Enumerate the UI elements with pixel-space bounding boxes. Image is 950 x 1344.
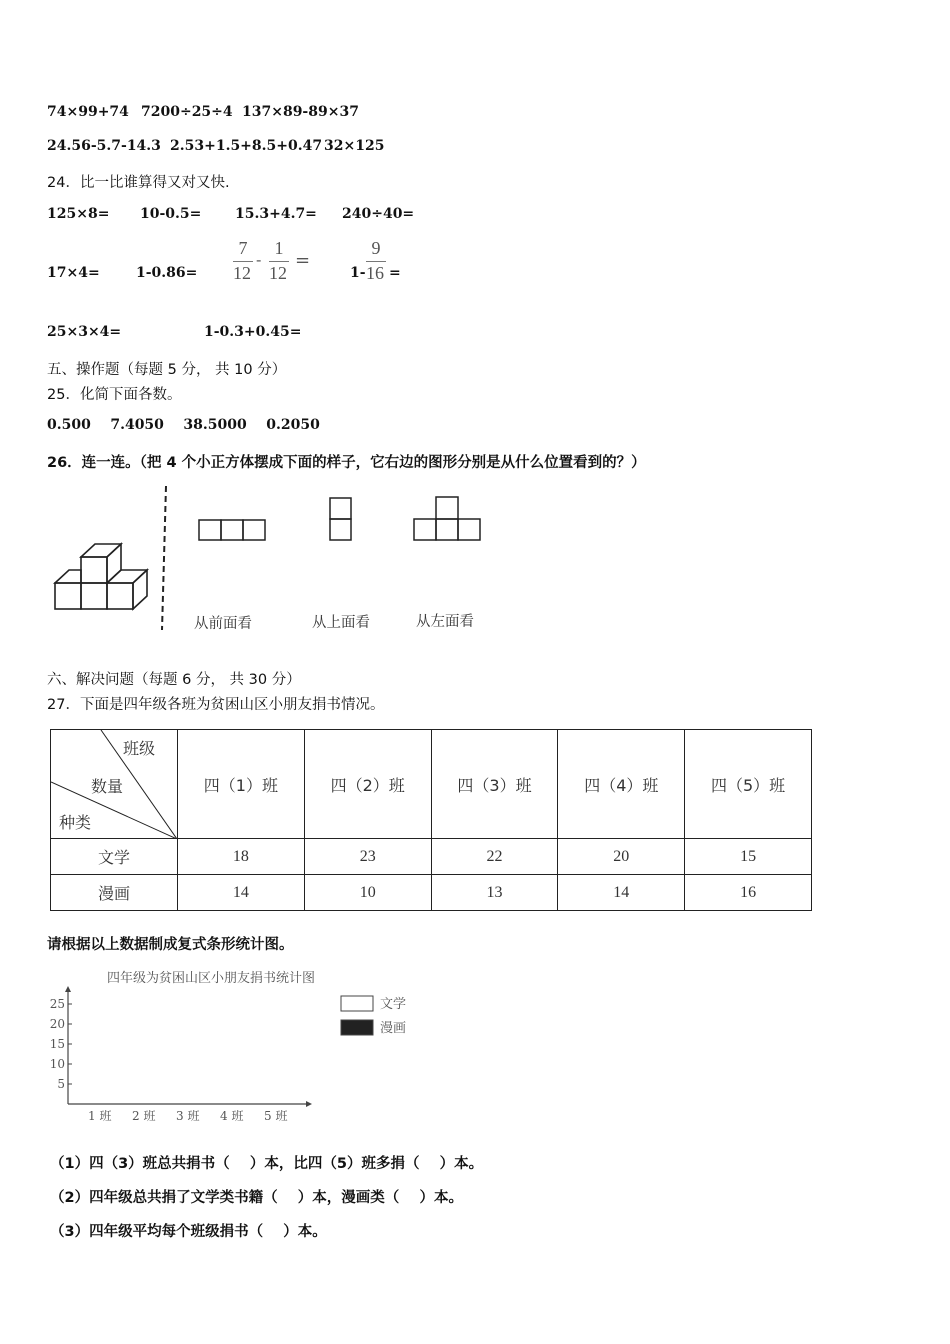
equals-sign: = xyxy=(389,265,401,281)
row-label-comics: 漫画 xyxy=(51,875,178,911)
x-tick-label: 2 班 xyxy=(132,1109,156,1122)
expression-5: 2.53+1.5+8.5+0.47 xyxy=(170,138,323,154)
chart-instruction: 请根据以上数据制成复式条形统计图。 xyxy=(47,937,294,953)
donation-bar-chart xyxy=(40,962,440,1122)
x-tick-label: 4 班 xyxy=(220,1109,244,1122)
y-tick-label: 20 xyxy=(49,1017,65,1031)
expression-4: 24.56-5.7-14.3 xyxy=(47,138,161,154)
table-cell: 18 xyxy=(178,839,305,875)
q26-title: 26．连一连。（把 4 个小正方体摆成下面的样子，它右边的图形分别是从什么位置看到的？） xyxy=(47,455,646,471)
table-cell: 23 xyxy=(304,839,431,875)
column-header-class-1: 四（1）班 xyxy=(178,730,305,839)
x-axis-arrow xyxy=(306,1101,312,1107)
legend-label: 漫画 xyxy=(380,1021,407,1036)
q27-title: 27．下面是四年级各班为贫困山区小朋友捐书情况。 xyxy=(47,697,385,713)
expression-6: 32×125 xyxy=(324,138,385,154)
fraction-denominator: 16 xyxy=(366,263,384,283)
x-tick-label: 5 班 xyxy=(264,1109,288,1122)
y-tick-label: 25 xyxy=(49,997,65,1011)
header-class-label: 班级 xyxy=(123,739,156,758)
view-shape-row xyxy=(199,520,265,540)
q24-item-1: 125×8= xyxy=(47,206,110,222)
x-tick-label: 1 班 xyxy=(88,1109,112,1122)
cube-stack-drawing xyxy=(55,544,147,609)
table-cell: 20 xyxy=(558,839,685,875)
dashed-separator xyxy=(162,486,166,630)
fraction-denominator: 12 xyxy=(233,263,251,283)
table-cell: 22 xyxy=(431,839,558,875)
header-quantity-label: 数量 xyxy=(91,777,124,796)
expression-2: 7200÷25÷4 xyxy=(141,104,233,120)
diagonal-header-cell xyxy=(51,730,178,839)
x-tick-label: 3 班 xyxy=(176,1109,200,1122)
label-front-view: 从前面看 xyxy=(194,616,252,632)
q24-item-4: 240÷40= xyxy=(342,206,415,222)
legend-swatch xyxy=(341,996,373,1011)
y-tick-label: 15 xyxy=(49,1037,65,1051)
column-header-class-5: 四（5）班 xyxy=(685,730,812,839)
q24-item-7: 25×3×4= xyxy=(47,324,122,340)
donation-table xyxy=(50,729,812,911)
table-cell: 14 xyxy=(558,875,685,911)
legend-swatch xyxy=(341,1020,373,1035)
y-tick-label: 5 xyxy=(57,1077,65,1091)
table-cell: 10 xyxy=(304,875,431,911)
equals-sign: = xyxy=(295,250,311,271)
one-minus: 1- xyxy=(350,265,366,281)
table-cell: 13 xyxy=(431,875,558,911)
q27-sub-1: （1）四（3）班总共捐书（ ）本，比四（5）班多捐（ ）本。 xyxy=(50,1156,484,1172)
column-header-class-2: 四（2）班 xyxy=(304,730,431,839)
table-cell: 15 xyxy=(685,839,812,875)
header-type-label: 种类 xyxy=(59,813,92,832)
minus-sign: - xyxy=(256,250,262,269)
q27-sub-2: （2）四年级总共捐了文学类书籍（ ）本，漫画类（ ）本。 xyxy=(50,1190,463,1206)
fraction-numerator: 1 xyxy=(274,238,284,258)
fraction-numerator: 7 xyxy=(238,238,248,258)
q24-title: 24．比一比谁算得又对又快. xyxy=(47,175,230,191)
label-top-view: 从上面看 xyxy=(312,615,370,631)
expression-3: 137×89-89×37 xyxy=(242,104,359,120)
fraction-numerator: 9 xyxy=(371,238,381,258)
section-five-title: 五、操作题（每题 5 分， 共 10 分） xyxy=(47,362,287,378)
q24-item-8: 1-0.3+0.45= xyxy=(204,324,302,340)
fraction-denominator: 12 xyxy=(269,263,287,283)
section-six-title: 六、解决问题（每题 6 分， 共 30 分） xyxy=(47,672,301,688)
row-label-literature: 文学 xyxy=(51,839,178,875)
column-header-class-4: 四（4）班 xyxy=(558,730,685,839)
expression-1: 74×99+74 xyxy=(47,104,129,120)
legend-label: 文学 xyxy=(380,997,407,1012)
table-cell: 14 xyxy=(178,875,305,911)
y-tick-label: 10 xyxy=(49,1057,65,1071)
view-shape-t xyxy=(414,497,480,540)
view-shape-column xyxy=(330,498,351,540)
table-cell: 16 xyxy=(685,875,812,911)
q25-title: 25．化简下面各数。 xyxy=(47,387,182,403)
q24-item-6: 1-0.86= xyxy=(136,265,198,281)
table-row xyxy=(51,875,812,911)
q24-item-3: 15.3+4.7= xyxy=(235,206,317,222)
chart-title: 四年级为贫困山区小朋友捐书统计图 xyxy=(107,971,316,986)
column-header-class-3: 四（3）班 xyxy=(431,730,558,839)
label-left-view: 从左面看 xyxy=(416,614,474,630)
q24-item-5: 17×4= xyxy=(47,265,100,281)
q24-item-2: 10-0.5= xyxy=(140,206,202,222)
q25-numbers: 0.500 7.4050 38.5000 0.2050 xyxy=(47,417,320,433)
q27-sub-3: （3）四年级平均每个班级捐书（ ）本。 xyxy=(50,1224,327,1240)
y-axis-arrow xyxy=(65,986,71,992)
table-row xyxy=(51,839,812,875)
